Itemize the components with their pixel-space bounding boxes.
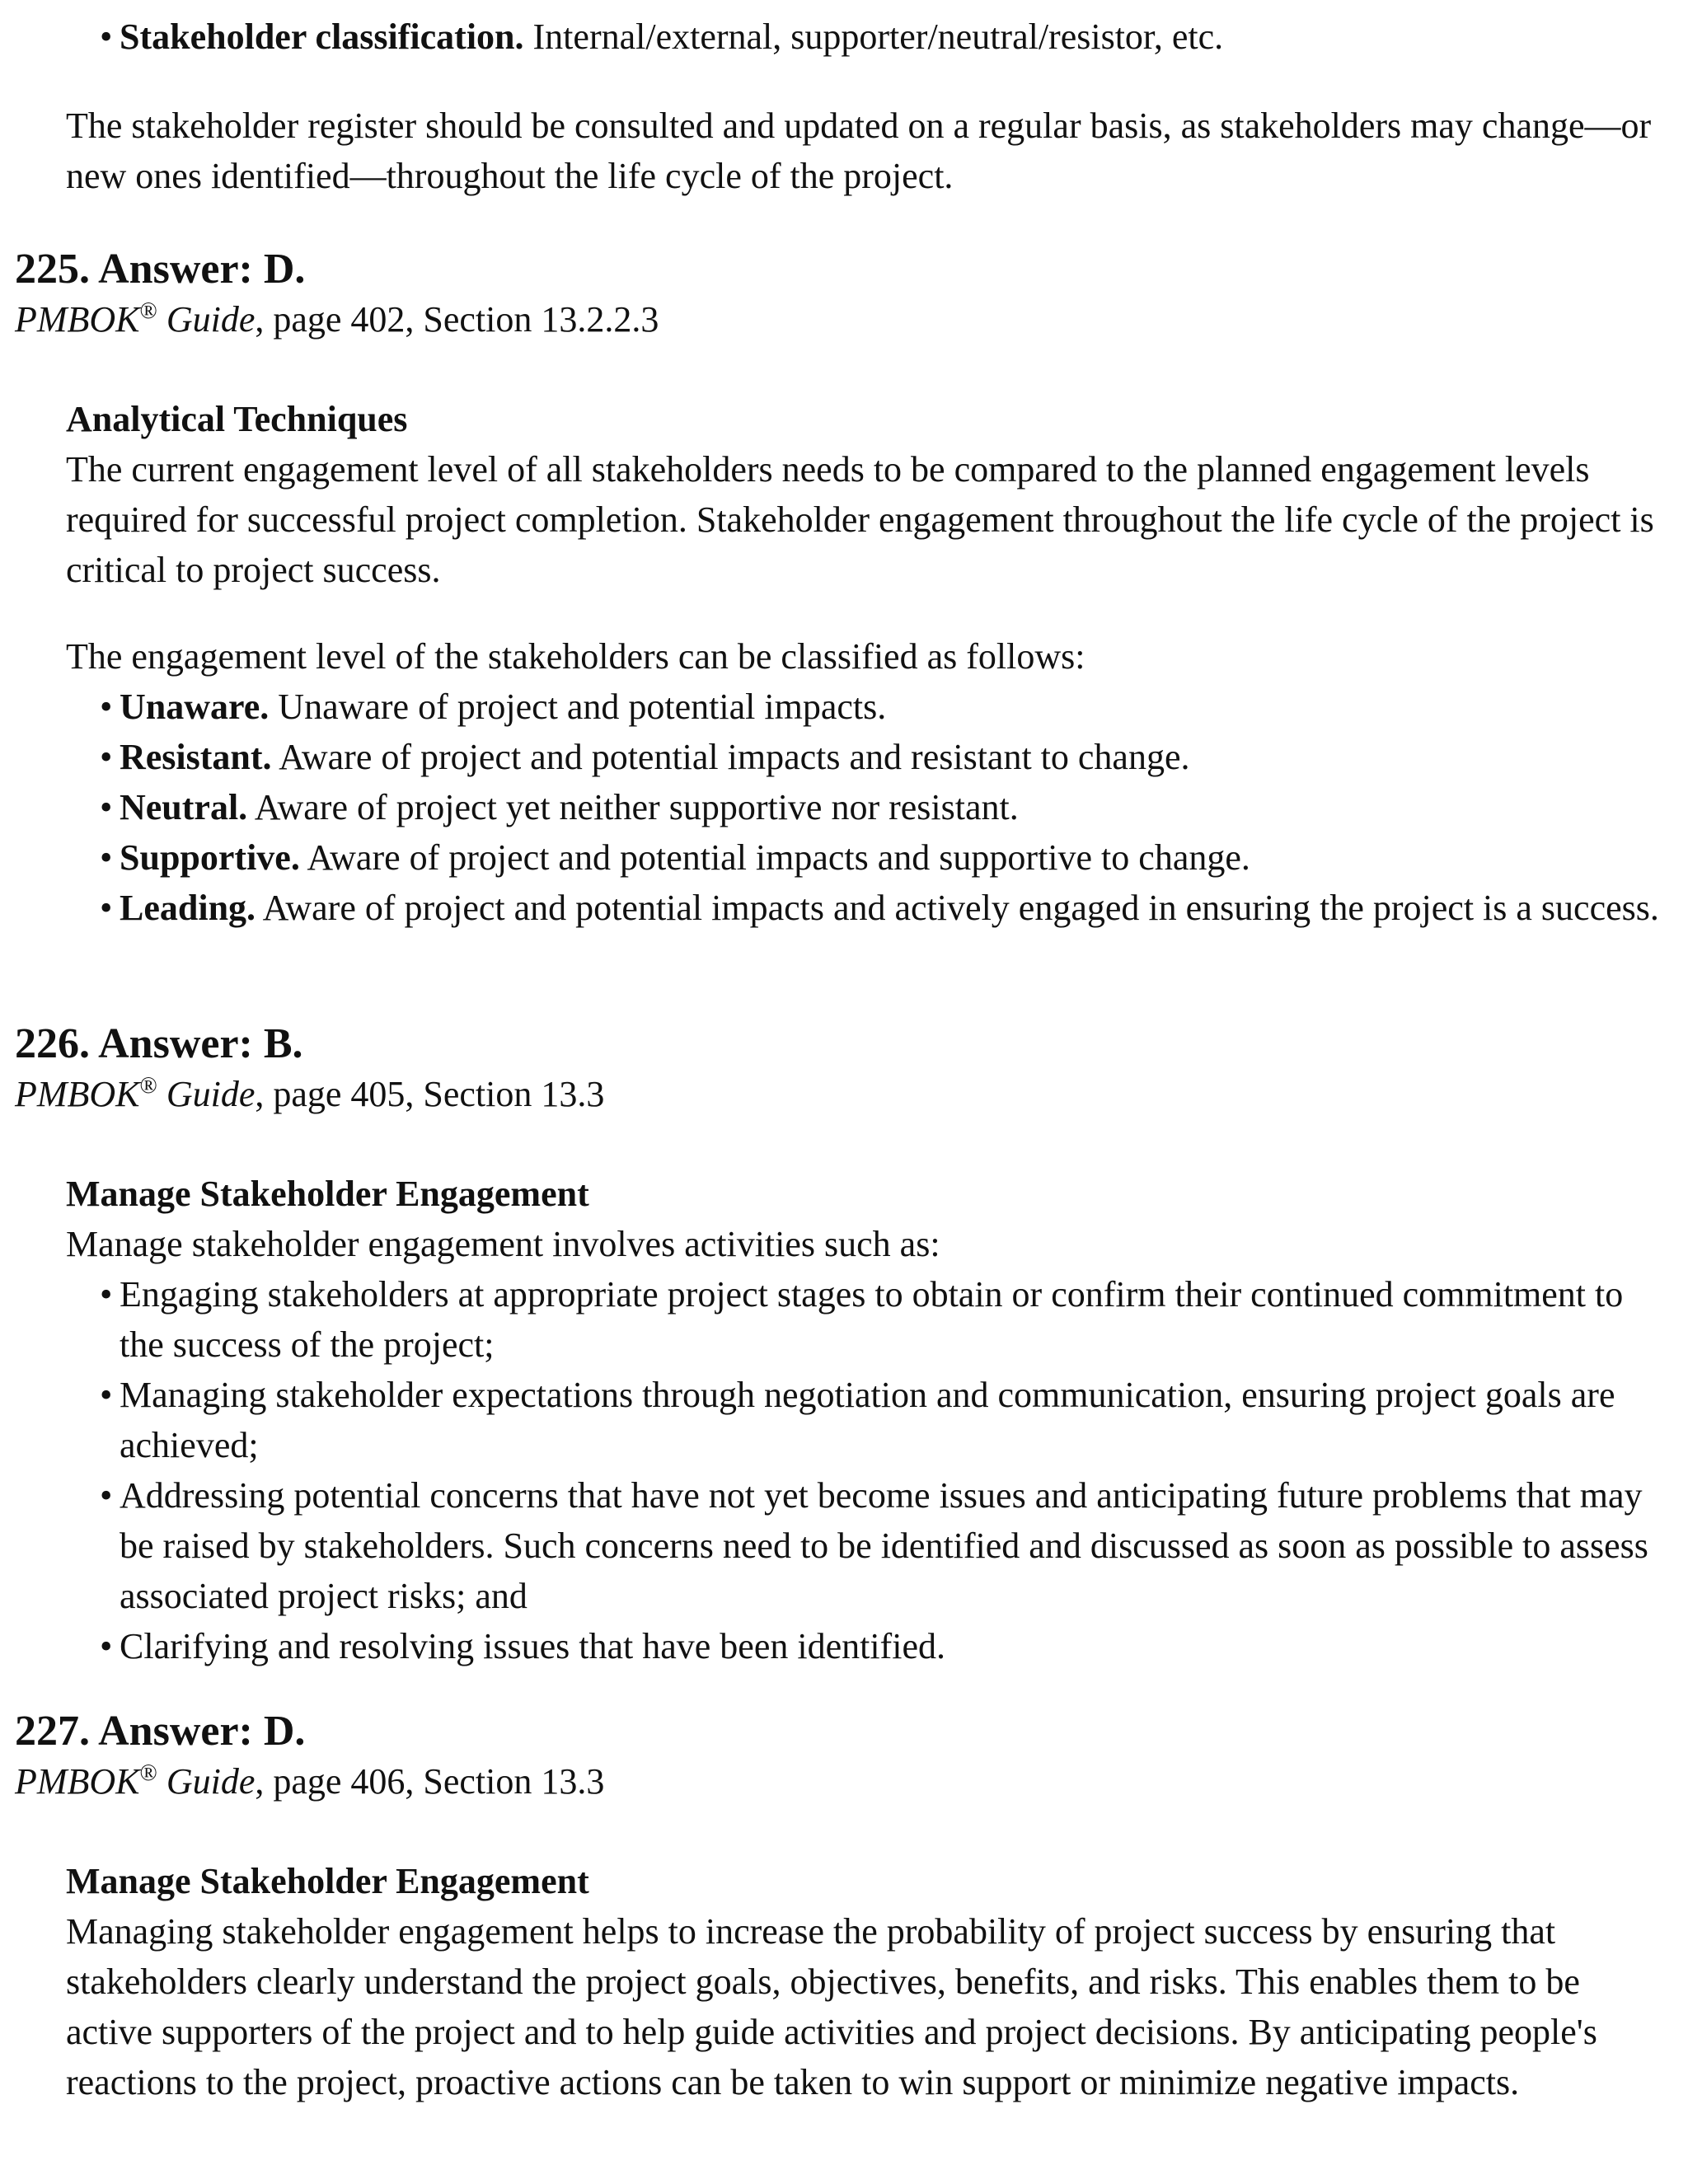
reference-line	[0, 1757, 1688, 1807]
ref-guide: Guide	[157, 1761, 256, 1802]
intro-paragraph-block	[0, 101, 1688, 201]
bullet-bold-term: Supportive.	[120, 837, 300, 878]
list-item	[0, 883, 1688, 933]
bullet-icon: •	[100, 737, 113, 777]
registered-mark: ®	[139, 1073, 157, 1099]
list-item	[0, 732, 1688, 782]
answer-227-section	[0, 1706, 1688, 1807]
bullet-icon: •	[100, 888, 113, 928]
bullet-text: Aware of project and potential impacts and supportive to change.	[299, 837, 1250, 878]
answer-225-levels	[0, 631, 1688, 933]
registered-mark: ®	[139, 298, 157, 324]
bullet-bold-term: Stakeholder classification.	[120, 16, 524, 57]
ref-location: , page 402, Section 13.2.2.3	[255, 299, 659, 340]
answer-225-body	[0, 394, 1688, 595]
answer-226-section	[0, 1019, 1688, 1119]
ref-guide: Guide	[157, 299, 256, 340]
intro-paragraph: The stakeholder register should be consulted and updated on a regular basis, as stakeholders may change—or new ones identified—throughout the life cycle of the project.	[66, 105, 1652, 196]
bullet-text: Aware of project and potential impacts and actively engaged in ensuring the project is a success.	[256, 888, 1659, 928]
answer-heading: 227. Answer: D.	[15, 1708, 306, 1755]
answer-heading: 225. Answer: D.	[15, 246, 306, 293]
bullet-icon: •	[100, 1475, 113, 1516]
bullet-text: Aware of project and potential impacts and resistant to change.	[271, 737, 1190, 777]
bullet-bold-term: Unaware.	[120, 687, 270, 727]
list-item	[0, 12, 1688, 62]
answer-227-body	[0, 1856, 1688, 2107]
bullet-icon: •	[100, 1274, 113, 1315]
list-item	[0, 1621, 1688, 1671]
bullet-icon: •	[100, 1626, 113, 1666]
ref-book-title: PMBOK	[15, 1074, 140, 1114]
bullet-text: Managing stakeholder expectations through negotiation and communication, ensuring project goals are achieved;	[120, 1375, 1615, 1465]
list-item	[0, 782, 1688, 832]
bullet-text: Unaware of project and potential impacts.	[269, 687, 887, 727]
list-item	[0, 1269, 1688, 1370]
reference-line	[0, 295, 1688, 344]
explanation-paragraph: The current engagement level of all stakeholders needs to be compared to the planned engagement levels required for successful project completion. Stakeholder engagement throughout the life cycle of the project is critical to project success.	[66, 449, 1654, 590]
list-item	[0, 1370, 1688, 1470]
bullet-text: Addressing potential concerns that have not yet become issues and anticipating future problems that may be raised by stakeholders. Such concerns need to be identified and discussed as soon as possible to assess associated project risks; and	[120, 1475, 1648, 1616]
ref-book-title: PMBOK	[15, 299, 140, 340]
bullet-bold-term: Neutral.	[120, 787, 248, 827]
explanation-paragraph: Manage stakeholder engagement involves activities such as:	[66, 1224, 940, 1264]
bullet-icon: •	[100, 1375, 113, 1415]
list-item	[0, 1470, 1688, 1621]
list-item	[0, 682, 1688, 732]
explanation-paragraph: Managing stakeholder engagement helps to increase the probability of project success by ensuring that stakeholders clearly understand the project goals, objectives, benefits, and risks. This enables them to be active supporters of the project and to help guide activities and project decisions. By anticipating people's reactions to the project, proactive actions can be taken to win support or minimize negative impacts.	[66, 1911, 1597, 2102]
bullet-text: Engaging stakeholders at appropriate project stages to obtain or confirm their continued commitment to the success of the project;	[120, 1274, 1624, 1365]
bullet-icon: •	[100, 837, 113, 878]
bullet-text: Internal/external, supporter/neutral/resistor, etc.	[523, 16, 1224, 57]
answer-226-body	[0, 1169, 1688, 1671]
levels-intro: The engagement level of the stakeholders can be classified as follows:	[66, 636, 1085, 677]
registered-mark: ®	[139, 1760, 157, 1786]
list-item	[0, 832, 1688, 883]
answer-225-section	[0, 244, 1688, 344]
intro-section	[0, 12, 1688, 62]
sub-heading: Analytical Techniques	[66, 399, 408, 439]
bullet-text: Aware of project yet neither supportive nor resistant.	[247, 787, 1019, 827]
ref-location: , page 405, Section 13.3	[255, 1074, 605, 1114]
answer-heading: 226. Answer: B.	[15, 1020, 303, 1067]
bullet-icon: •	[100, 16, 113, 57]
ref-book-title: PMBOK	[15, 1761, 140, 1802]
bullet-bold-term: Resistant.	[120, 737, 272, 777]
ref-guide: Guide	[157, 1074, 256, 1114]
ref-location: , page 406, Section 13.3	[255, 1761, 605, 1802]
bullet-icon: •	[100, 787, 113, 827]
reference-line	[0, 1070, 1688, 1119]
sub-heading: Manage Stakeholder Engagement	[66, 1861, 589, 1901]
bullet-text: Clarifying and resolving issues that have been identified.	[120, 1626, 945, 1666]
bullet-icon: •	[100, 687, 113, 727]
bullet-bold-term: Leading.	[120, 888, 256, 928]
sub-heading: Manage Stakeholder Engagement	[66, 1174, 589, 1214]
